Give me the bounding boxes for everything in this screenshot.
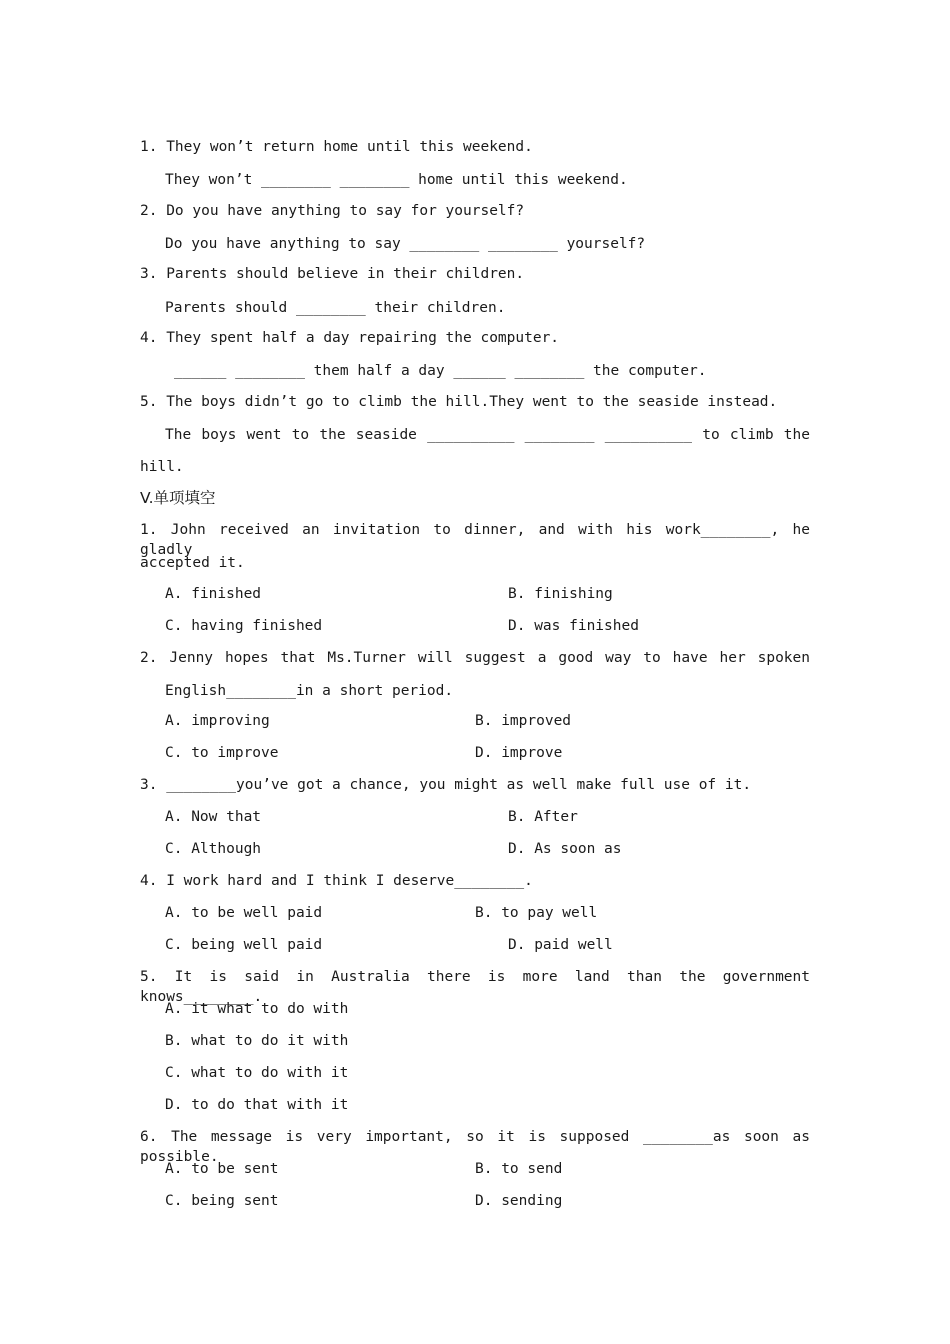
rewrite-a3: Parents should ________ their children. — [165, 300, 506, 316]
mc-q1-option-c: C. having finished — [165, 618, 323, 634]
mc-q6-stem: 6. The message is very important, so it is supposed ________as soon as possible. — [140, 1129, 810, 1165]
mc-q5-option-d: D. to do that with it — [165, 1097, 349, 1113]
mc-q2-option-d: D. improve — [475, 745, 563, 761]
mc-q3-option-a: A. Now that — [165, 809, 262, 825]
mc-q6-option-d: D. sending — [475, 1193, 563, 1209]
rewrite-a5-cont: hill. — [140, 459, 184, 475]
rewrite-q3: 3. Parents should believe in their children. — [140, 266, 525, 282]
mc-q2-stem: 2. Jenny hopes that Ms.Turner will suggest a good way to have her spoken — [140, 650, 810, 666]
mc-q4-option-d: D. paid well — [508, 937, 613, 953]
mc-q1-option-b: B. finishing — [508, 586, 613, 602]
mc-q5-option-b: B. what to do it with — [165, 1033, 349, 1049]
mc-q1-stem: 1. John received an invitation to dinner, and with his work________, he gladly — [140, 522, 810, 558]
mc-q4-stem: 4. I work hard and I think I deserve________. — [140, 873, 533, 889]
mc-q4-option-c: C. being well paid — [165, 937, 323, 953]
mc-q1-option-d: D. was finished — [508, 618, 639, 634]
mc-q3-option-b: B. After — [508, 809, 578, 825]
mc-q6-option-b: B. to send — [475, 1161, 563, 1177]
rewrite-q4: 4. They spent half a day repairing the computer. — [140, 330, 560, 346]
rewrite-q1: 1. They won’t return home until this weekend. — [140, 139, 533, 155]
mc-q5-option-a: A. it what to do with — [165, 1001, 349, 1017]
rewrite-q2: 2. Do you have anything to say for yourself? — [140, 203, 525, 219]
mc-q3-stem: 3. ________you’ve got a chance, you might as well make full use of it. — [140, 777, 752, 793]
rewrite-a5: The boys went to the seaside __________ ________ __________ to climb the — [165, 427, 810, 443]
rewrite-a2: Do you have anything to say ________ ________ yourself? — [165, 236, 646, 252]
rewrite-a1: They won’t ________ ________ home until this weekend. — [165, 172, 628, 188]
mc-q1-stem-cont: accepted it. — [140, 555, 245, 571]
mc-q6-option-a: A. to be sent — [165, 1161, 279, 1177]
mc-q4-option-a: A. to be well paid — [165, 905, 323, 921]
mc-q3-option-c: C. Although — [165, 841, 262, 857]
mc-q2-option-c: C. to improve — [165, 745, 279, 761]
mc-q4-option-b: B. to pay well — [475, 905, 598, 921]
mc-q5-stem: 5. It is said in Australia there is more land than the government knows________. — [140, 969, 810, 1005]
rewrite-a4: ______ ________ them half a day ______ ________ the computer. — [174, 363, 707, 379]
rewrite-q5: 5. The boys didn’t go to climb the hill.They went to the seaside instead. — [140, 394, 778, 410]
mc-q5-option-c: C. what to do with it — [165, 1065, 349, 1081]
mc-q3-option-d: D. As soon as — [508, 841, 622, 857]
mc-q6-option-c: C. being sent — [165, 1193, 279, 1209]
section-title: V.单项填空 — [140, 489, 216, 507]
mc-q2-option-a: A. improving — [165, 713, 270, 729]
mc-q2-stem-cont: English________in a short period. — [165, 683, 454, 699]
mc-q1-option-a: A. finished — [165, 586, 262, 602]
mc-q2-option-b: B. improved — [475, 713, 572, 729]
